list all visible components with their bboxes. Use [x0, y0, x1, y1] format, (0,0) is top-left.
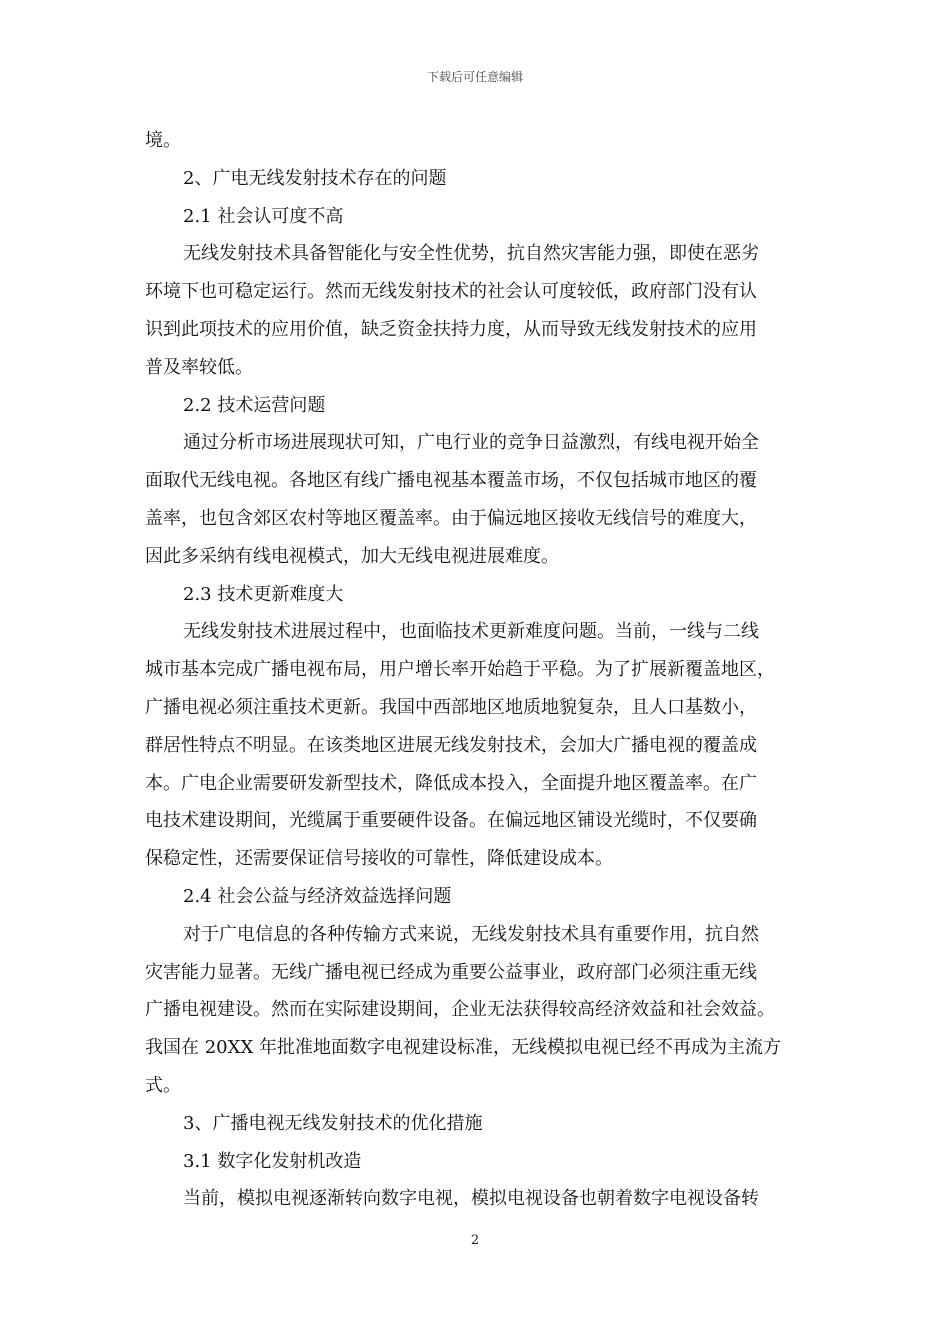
text-line: 通过分析市场进展现状可知，广电行业的竞争日益激烈，有线电视开始全 [183, 432, 759, 454]
document-body [145, 122, 810, 1218]
text-line: 保稳定性，还需要保证信号接收的可靠性，降低建设成本。 [145, 848, 613, 870]
text-line: 灾害能力显著。无线广播电视已经成为重要公益事业，政府部门必须注重无线 [145, 961, 757, 983]
text-line: 城市基本完成广播电视布局，用户增长率开始趋于平稳。为了扩展新覆盖地区， [145, 659, 775, 681]
text-line: 电技术建设期间，光缆属于重要硬件设备。在偏远地区铺设光缆时，不仅要确 [145, 810, 757, 832]
text-line: 无线发射技术进展过程中，也面临技术更新难度问题。当前，一线与二线 [183, 621, 759, 643]
text-line: 盖率，也包含郊区农村等地区覆盖率。由于偏远地区接收无线信号的难度大， [145, 507, 757, 529]
text-line: 广播电视建设。然而在实际建设期间，企业无法获得较高经济效益和社会效益。 [145, 999, 775, 1021]
text-line: 3.1 数字化发射机改造 [183, 1150, 362, 1172]
text-line: 广播电视必须注重技术更新。我国中西部地区地质地貌复杂，且人口基数小， [145, 696, 757, 718]
text-line: 2.4 社会公益与经济效益选择问题 [183, 885, 452, 907]
text-line: 识到此项技术的应用价值，缺乏资金扶持力度，从而导致无线发射技术的应用 [145, 318, 757, 340]
text-line: 当前，模拟电视逐渐转向数字电视，模拟电视设备也朝着数字电视设备转 [183, 1188, 759, 1210]
page-number: 2 [470, 1233, 480, 1248]
text-line: 式。 [145, 1074, 181, 1096]
text-line: 2.1 社会认可度不高 [183, 205, 344, 227]
text-line: 3、广播电视无线发射技术的优化措施 [183, 1112, 483, 1134]
text-line: 本。广电企业需要研发新型技术，降低成本投入，全面提升地区覆盖率。在广 [145, 772, 757, 794]
text-line: 2、广电无线发射技术存在的问题 [183, 167, 447, 189]
text-line: 境。 [145, 130, 181, 151]
text-line: 群居性特点不明显。在该类地区进展无线发射技术，会加大广播电视的覆盖成 [145, 734, 757, 756]
text-line: 2.2 技术运营问题 [183, 394, 326, 416]
text-line: 我国在 20XX 年批准地面数字电视建设标准，无线模拟电视已经不再成为主流方 [145, 1037, 781, 1059]
text-line: 环境下也可稳定运行。然而无线发射技术的社会认可度较低，政府部门没有认 [145, 281, 757, 303]
text-line: 2.3 技术更新难度大 [183, 583, 344, 605]
text-line: 面取代无线电视。各地区有线广播电视基本覆盖市场，不仅包括城市地区的覆 [145, 470, 757, 492]
text-line: 普及率较低。 [145, 356, 253, 378]
text-line: 无线发射技术具备智能化与安全性优势，抗自然灾害能力强，即使在恶劣 [183, 243, 759, 265]
text-line: 对于广电信息的各种传输方式来说，无线发射技术具有重要作用，抗自然 [183, 923, 759, 945]
text-line: 因此多采纳有线电视模式，加大无线电视进展难度。 [145, 545, 559, 567]
page-header: 下载后可任意编辑 [426, 70, 523, 84]
